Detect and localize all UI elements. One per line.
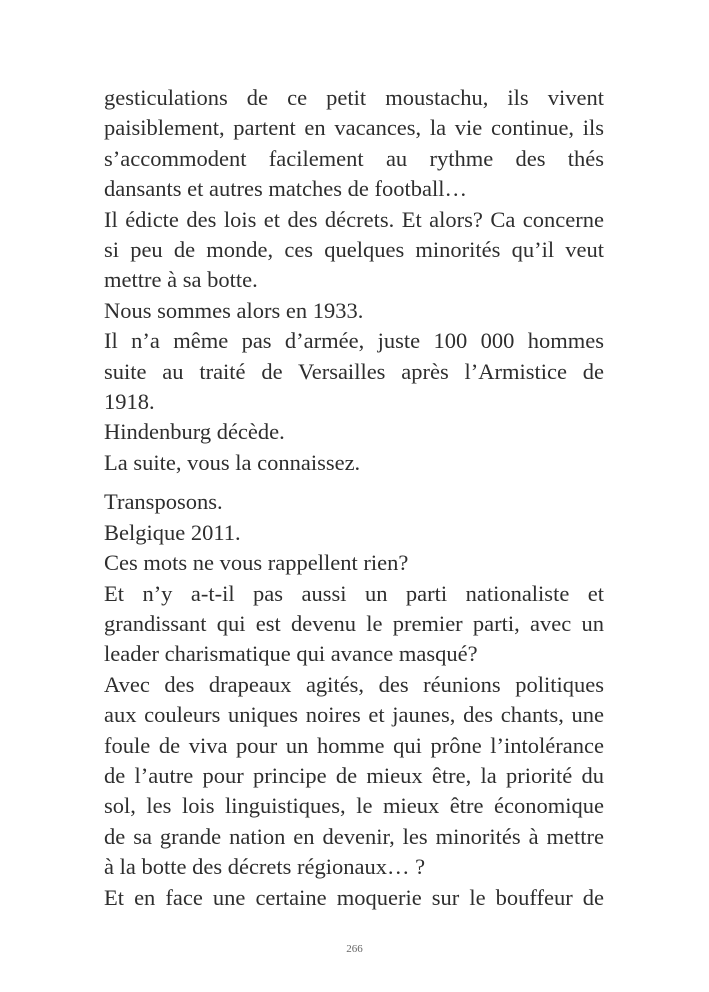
text-line: s’accommodent facilement au rythme des thés [104, 145, 604, 171]
page-body [104, 83, 604, 913]
text-line: Transposons. [104, 489, 223, 515]
text-line: Il édicte des lois et des décrets. Et alors? Ca concerne [104, 206, 604, 232]
text-line: de l’autre pour principe de mieux être, la priorité du [104, 762, 604, 788]
text-line: aux couleurs uniques noires et jaunes, des chants, une [104, 702, 604, 728]
text-line: Et en face une certaine moquerie sur le bouffeur de [104, 884, 604, 910]
text-line: mettre à sa botte. [104, 267, 258, 293]
text-line: Ces mots ne vous rappellent rien? [104, 550, 409, 576]
text-line: gesticulations de ce petit moustachu, ils vivent [104, 85, 604, 110]
text-line: paisiblement, partent en vacances, la vie continue, ils [104, 115, 604, 141]
text-line: Belgique 2011. [104, 519, 241, 545]
text-line: Avec des drapeaux agités, des réunions politiques [104, 671, 604, 697]
text-line: suite au traité de Versailles après l’Armistice de [104, 358, 604, 384]
text-line: Il n’a même pas d’armée, juste 100 000 hommes [104, 328, 604, 354]
text-line: sol, les lois linguistiques, le mieux être économique [104, 793, 604, 819]
text-line: 1918. [104, 389, 155, 415]
text-line: Et n’y a-t-il pas aussi un parti nationaliste et [104, 580, 604, 606]
page-number: 266 [346, 943, 363, 955]
text-line: Nous sommes alors en 1933. [104, 297, 364, 323]
text-line: foule de viva pour un homme qui prône l’intolérance [104, 732, 604, 758]
text-line: leader charismatique qui avance masqué? [104, 641, 478, 667]
text-line: grandissant qui est devenu le premier parti, avec un [104, 610, 604, 636]
text-line: Hindenburg décède. [104, 419, 285, 445]
text-line: dansants et autres matches de football… [104, 176, 468, 202]
text-line: de sa grande nation en devenir, les minorités à mettre [104, 823, 604, 849]
text-line: à la botte des décrets régionaux… ? [104, 854, 426, 880]
text-line: La suite, vous la connaissez. [104, 449, 361, 475]
text-line: si peu de monde, ces quelques minorités qu’il veut [104, 237, 604, 263]
